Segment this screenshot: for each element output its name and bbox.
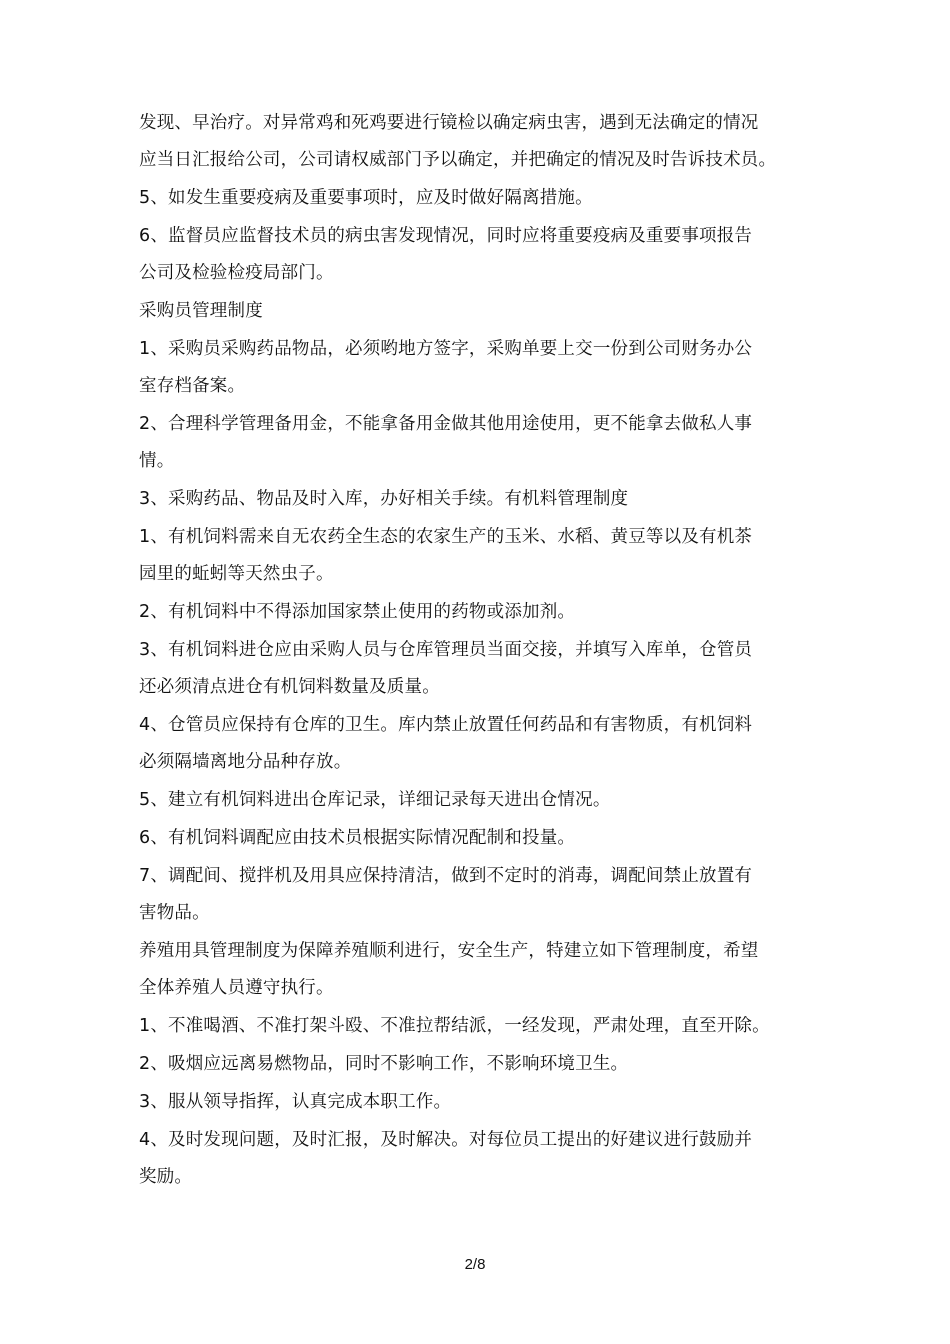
text-line: 1、不准喝酒、不准打架斗殴、不准拉帮结派，一经发现，严肃处理，直至开除。 bbox=[139, 1016, 770, 1036]
text-line: 应当日汇报给公司，公司请权威部门予以确定，并把确定的情况及时告诉技术员。 bbox=[139, 150, 777, 170]
text-line: 情。 bbox=[139, 451, 175, 471]
text-line: 奖励。 bbox=[139, 1167, 193, 1187]
text-line: 3、采购药品、物品及时入库，办好相关手续。有机料管理制度 bbox=[139, 489, 629, 509]
text-line: 害物品。 bbox=[139, 903, 210, 923]
text-line: 3、服从领导指挥，认真完成本职工作。 bbox=[139, 1092, 452, 1112]
text-line: 室存档备案。 bbox=[139, 376, 246, 396]
section-heading: 养殖用具管理制度为保障养殖顺利进行，安全生产，特建立如下管理制度，希望 bbox=[139, 941, 759, 961]
text-line: 2、合理科学管理备用金，不能拿备用金做其他用途使用，更不能拿去做私人事 bbox=[139, 414, 753, 434]
document-body bbox=[139, 112, 819, 1189]
text-line: 4、及时发现问题，及时汇报，及时解决。对每位员工提出的好建议进行鼓励并 bbox=[139, 1130, 753, 1150]
text-line: 7、调配间、搅拌机及用具应保持清洁，做到不定时的消毒，调配间禁止放置有 bbox=[139, 866, 753, 886]
text-line: 发现、早治疗。对异常鸡和死鸡要进行镜检以确定病虫害，遇到无法确定的情况 bbox=[139, 113, 759, 133]
section-heading: 采购员管理制度 bbox=[139, 301, 263, 321]
text-line: 6、监督员应监督技术员的病虫害发现情况，同时应将重要疫病及重要事项报告 bbox=[139, 226, 753, 246]
text-line: 2、吸烟应远离易燃物品，同时不影响工作，不影响环境卫生。 bbox=[139, 1054, 629, 1074]
text-line: 必须隔墙离地分品种存放。 bbox=[139, 752, 352, 772]
text-line: 3、有机饲料进仓应由采购人员与仓库管理员当面交接，并填写入库单，仓管员 bbox=[139, 640, 753, 660]
text-line: 1、采购员采购药品物品，必须哟地方签字，采购单要上交一份到公司财务办公 bbox=[139, 339, 753, 359]
page-number: 2/8 bbox=[464, 1256, 486, 1273]
text-line: 2、有机饲料中不得添加国家禁止使用的药物或添加剂。 bbox=[139, 602, 576, 622]
text-line: 全体养殖人员遵守执行。 bbox=[139, 978, 334, 998]
text-line: 1、有机饲料需来自无农药全生态的农家生产的玉米、水稻、黄豆等以及有机茶 bbox=[139, 527, 753, 547]
text-line: 5、如发生重要疫病及重要事项时，应及时做好隔离措施。 bbox=[139, 188, 593, 208]
text-line: 6、有机饲料调配应由技术员根据实际情况配制和投量。 bbox=[139, 828, 576, 848]
text-line: 还必须清点进仓有机饲料数量及质量。 bbox=[139, 677, 440, 697]
text-line: 公司及检验检疫局部门。 bbox=[139, 263, 334, 283]
text-line: 园里的蚯蚓等天然虫子。 bbox=[139, 564, 334, 584]
text-line: 4、仓管员应保持有仓库的卫生。库内禁止放置任何药品和有害物质，有机饲料 bbox=[139, 715, 753, 735]
text-line: 5、建立有机饲料进出仓库记录，详细记录每天进出仓情况。 bbox=[139, 790, 611, 810]
